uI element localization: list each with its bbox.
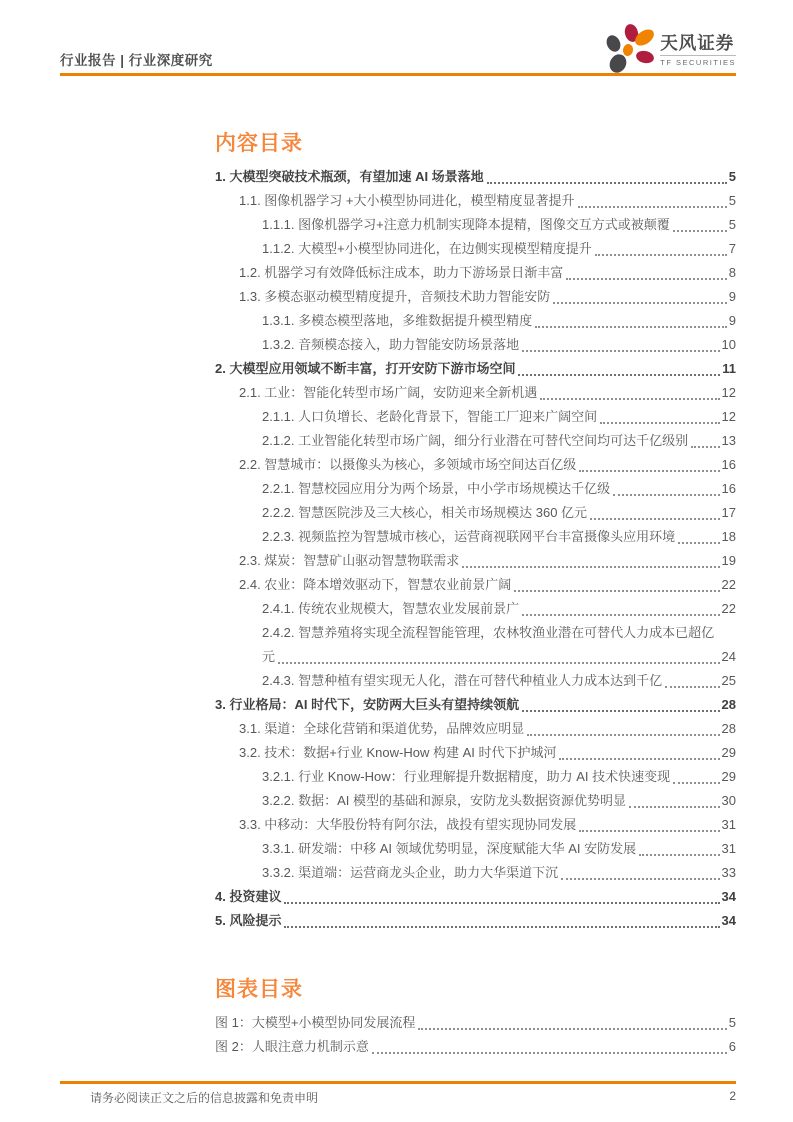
toc-entry-text: 图 1：大模型+小模型协同发展流程 <box>215 1015 416 1031</box>
dotted-leader <box>527 734 719 736</box>
dotted-leader <box>590 518 719 520</box>
toc-entry[interactable] <box>215 549 736 573</box>
report-type-breadcrumb: 行业报告 | 行业深度研究 <box>60 53 213 68</box>
toc-entry[interactable] <box>215 717 736 741</box>
dotted-leader <box>514 590 719 592</box>
toc-entry-page: 33 <box>721 865 736 881</box>
toc-entry-page: 28 <box>721 721 736 737</box>
dotted-leader <box>673 230 727 232</box>
toc-entry-page: 16 <box>721 481 736 497</box>
dotted-leader <box>613 494 719 496</box>
toc-entry-text: 1.3.2. 音频模态接入，助力智能安防场景落地 <box>262 337 520 353</box>
footer-rule <box>60 1081 736 1084</box>
dotted-leader <box>561 878 719 880</box>
logo-petal <box>622 43 634 57</box>
toc-entry-text: 2.1. 工业：智能化转型市场广阔，安防迎来全新机遇 <box>239 385 538 401</box>
toc-entry-page: 30 <box>721 793 736 809</box>
toc-entry-page: 17 <box>721 505 736 521</box>
toc-entry-page: 34 <box>721 889 736 905</box>
toc-entry-page: 5 <box>728 217 736 233</box>
toc-section-title: 内容目录 <box>215 132 303 155</box>
dotted-leader <box>595 254 727 256</box>
toc-entry-text: 3. 行业格局：AI 时代下，安防两大巨头有望持续领航 <box>215 697 520 713</box>
toc-entry-text: 3.1. 渠道：全球化营销和渠道优势，品牌效应明显 <box>239 721 525 737</box>
toc-entry-text: 3.3. 中移动：大华股份特有阿尔法，战投有望实现协同发展 <box>239 817 577 833</box>
figures-list <box>215 1011 736 1059</box>
footer-disclaimer: 请务必阅读正文之后的信息披露和免责申明 <box>90 1091 319 1105</box>
toc-entry[interactable] <box>215 813 736 837</box>
dotted-leader <box>600 422 719 424</box>
toc-entry[interactable] <box>215 213 736 237</box>
tf-securities-logo <box>607 24 736 74</box>
toc-entry-page: 22 <box>721 601 736 617</box>
logo-cn-name: 天风证券 <box>660 33 735 53</box>
toc-entry[interactable] <box>215 237 736 261</box>
toc-entry[interactable] <box>215 1011 736 1035</box>
toc-entry[interactable] <box>215 381 736 405</box>
toc-entry[interactable] <box>215 333 736 357</box>
toc-entry-page: 8 <box>728 265 736 281</box>
dotted-leader <box>559 758 719 760</box>
dotted-leader <box>579 470 719 472</box>
toc-entry-text: 2.4. 农业：降本增效驱动下，智慧农业前景广阔 <box>239 577 512 593</box>
dotted-leader <box>487 182 727 184</box>
dotted-leader <box>522 614 719 616</box>
toc-entry-page: 29 <box>721 769 736 785</box>
dotted-leader <box>522 710 719 712</box>
figures-section-title: 图表目录 <box>215 978 303 1002</box>
toc-entry-page: 6 <box>728 1039 736 1055</box>
toc-entry-text: 2.2. 智慧城市：以摄像头为核心，多领域市场空间达百亿级 <box>239 457 577 473</box>
toc-entry-page: 9 <box>728 289 736 305</box>
toc-entry-text: 2.2.3. 视频监控为智慧城市核心，运营商视联网平台丰富摄像头应用环境 <box>262 529 676 545</box>
toc-entry-text: 2.4.1. 传统农业规模大，智慧农业发展前景广 <box>262 601 520 617</box>
toc-entry[interactable] <box>215 405 736 429</box>
figures-block <box>215 977 736 1059</box>
logo-petal <box>635 49 655 64</box>
toc-entry-page: 11 <box>722 361 736 377</box>
toc-entry-text: 1.1. 图像机器学习 +大小模型协同进化，模型精度显著提升 <box>239 193 575 209</box>
toc-entry-page: 16 <box>721 457 736 473</box>
toc-entry-page: 12 <box>721 409 736 425</box>
footer-page-number: 2 <box>729 1089 736 1103</box>
dotted-leader <box>284 902 719 904</box>
toc-entry-text: 4. 投资建议 <box>215 889 282 905</box>
dotted-leader <box>665 686 719 688</box>
toc-entry[interactable] <box>215 453 736 477</box>
toc-entry-text: 图 2：人眼注意力机制示意 <box>215 1039 369 1055</box>
toc-entry-page: 12 <box>721 385 736 401</box>
toc-entry[interactable] <box>215 285 736 309</box>
toc-entry[interactable] <box>215 573 736 597</box>
toc-entry[interactable] <box>215 645 736 669</box>
toc-entry[interactable] <box>215 189 736 213</box>
toc-entry-page: 5 <box>728 1015 736 1031</box>
tf-flower-logo-icon <box>607 24 655 74</box>
toc-entry-text: 2.4.3. 智慧种植有望实现无人化，潜在可替代种植业人力成本达到千亿 <box>262 673 663 689</box>
dotted-leader <box>535 326 727 328</box>
toc-entry[interactable] <box>215 477 736 501</box>
toc-entry[interactable] <box>215 429 736 453</box>
dotted-leader <box>578 206 727 208</box>
toc-entry-page: 18 <box>721 529 736 545</box>
toc-entry[interactable] <box>215 309 736 333</box>
toc-entry[interactable] <box>215 765 736 789</box>
logo-petal <box>604 33 623 54</box>
toc-entry-text: 1.2. 机器学习有效降低标注成本，助力下游场景日渐丰富 <box>239 265 564 281</box>
toc-entry-text: 1.3. 多模态驱动模型精度提升，音频技术助力智能安防 <box>239 289 551 305</box>
toc-entry-text: 2.1.2. 工业智能化转型市场广阔，细分行业潜在可替代空间均可达千亿级别 <box>262 433 689 449</box>
toc-entry[interactable] <box>215 597 736 621</box>
toc-entry-page: 5 <box>728 193 736 209</box>
dotted-leader <box>566 278 726 280</box>
toc-entry[interactable] <box>215 261 736 285</box>
toc-entry-text: 3.3.1. 研发端：中移 AI 领域优势明显，深度赋能大华 AI 安防发展 <box>262 841 637 857</box>
toc-entry-page: 31 <box>721 841 736 857</box>
dotted-leader <box>678 542 719 544</box>
toc-entry[interactable] <box>215 741 736 765</box>
dotted-leader <box>691 446 719 448</box>
toc-entry-text: 2.2.1. 智慧校园应用分为两个场景，中小学市场规模达千亿级 <box>262 481 611 497</box>
dotted-leader <box>278 662 720 664</box>
toc-entry[interactable] <box>215 1035 736 1059</box>
dotted-leader <box>540 398 719 400</box>
toc-entry[interactable] <box>215 165 736 189</box>
toc-entry[interactable] <box>215 861 736 885</box>
toc-entry-page: 24 <box>721 649 736 665</box>
toc-entry[interactable] <box>215 693 736 717</box>
dotted-leader <box>553 302 726 304</box>
toc-entry-page: 29 <box>721 745 736 761</box>
dotted-leader <box>284 926 719 928</box>
dotted-leader <box>673 782 719 784</box>
toc-entry-page: 22 <box>721 577 736 593</box>
dotted-leader <box>629 806 719 808</box>
toc-entry[interactable] <box>215 885 736 909</box>
toc-entry-page: 34 <box>721 913 736 929</box>
toc-entry-text: 3.2.1. 行业 Know-How：行业理解提升数据精度，助力 AI 技术快速变现 <box>262 769 671 785</box>
toc-entry-text: 2. 大模型应用领域不断丰富，打开安防下游市场空间 <box>215 361 516 377</box>
toc-entry-text: 元 <box>262 649 276 665</box>
toc-entry-text: 3.2. 技术：数据+行业 Know-How 构建 AI 时代下护城河 <box>239 745 557 761</box>
dotted-leader <box>522 350 719 352</box>
toc-entry-text: 2.1.1. 人口负增长、老龄化背景下，智能工厂迎来广阔空间 <box>262 409 598 425</box>
toc-list <box>215 165 736 933</box>
toc-entry-page: 9 <box>728 313 736 329</box>
toc-entry-text: 1.3.1. 多模态模型落地，多维数据提升模型精度 <box>262 313 533 329</box>
toc-entry-text: 2.4.2. 智慧养殖将实现全流程智能管理，农林牧渔业潜在可替代人力成本已超亿 <box>262 625 715 641</box>
toc-entry-text: 2.2.2. 智慧医院涉及三大核心，相关市场规模达 360 亿元 <box>262 505 588 521</box>
dotted-leader <box>639 854 719 856</box>
page-footer <box>90 1089 736 1106</box>
toc-entry[interactable] <box>215 909 736 933</box>
toc-entry-text: 1. 大模型突破技术瓶颈，有望加速 AI 场景落地 <box>215 169 484 185</box>
toc-entry-text: 2.3. 煤炭：智慧矿山驱动智慧物联需求 <box>239 553 460 569</box>
toc-entry[interactable] <box>215 789 736 813</box>
toc-entry-text: 3.3.2. 渠道端：运营商龙头企业，助力大华渠道下沉 <box>262 865 559 881</box>
toc-entry-page: 13 <box>721 433 736 449</box>
toc-entry[interactable] <box>215 501 736 525</box>
toc-entry-page: 7 <box>728 241 736 257</box>
toc-entry-page: 19 <box>721 553 736 569</box>
logo-wordmark <box>660 33 736 67</box>
dotted-leader <box>579 830 719 832</box>
toc-entry-text: 5. 风险提示 <box>215 913 282 929</box>
toc-entry-page: 28 <box>721 697 736 713</box>
toc-content <box>215 131 736 1059</box>
dotted-leader <box>372 1052 727 1054</box>
header-rule <box>60 73 736 76</box>
toc-entry[interactable] <box>215 525 736 549</box>
dotted-leader <box>462 566 719 568</box>
toc-entry-page: 5 <box>728 169 736 185</box>
toc-entry-text: 1.1.1. 图像机器学习+注意力机制实现降本提精，图像交互方式或被颠覆 <box>262 217 670 233</box>
toc-entry-page: 31 <box>721 817 736 833</box>
toc-entry-text: 1.1.2. 大模型+小模型协同进化，在边侧实现模型精度提升 <box>262 241 592 257</box>
toc-entry-page: 25 <box>721 673 736 689</box>
dotted-leader <box>518 374 720 376</box>
toc-entry[interactable] <box>215 669 736 693</box>
logo-en-name: TF SECURITIES <box>660 55 736 67</box>
toc-entry-text: 3.2.2. 数据：AI 模型的基础和源泉，安防龙头数据资源优势明显 <box>262 793 627 809</box>
toc-entry[interactable] <box>215 621 736 645</box>
toc-entry[interactable] <box>215 837 736 861</box>
toc-entry-page: 10 <box>721 337 736 353</box>
dotted-leader <box>418 1028 726 1030</box>
toc-entry[interactable] <box>215 357 736 381</box>
